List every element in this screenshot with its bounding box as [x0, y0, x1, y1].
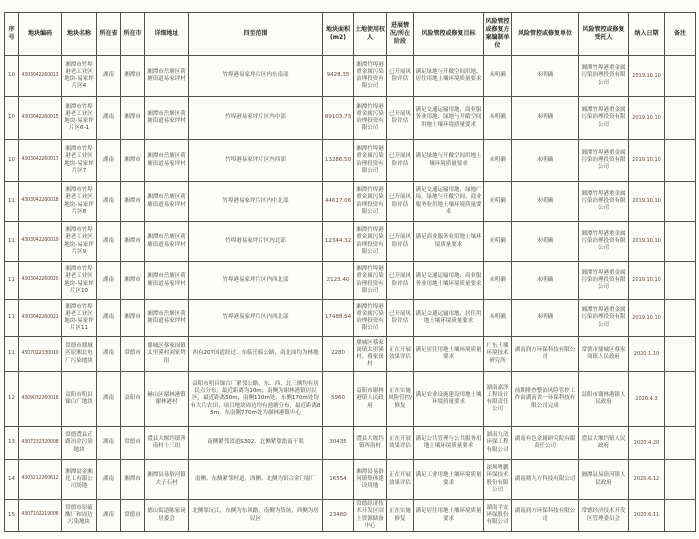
table-cell: 常德市 [121, 337, 145, 372]
column-header: 备注 [665, 13, 696, 56]
table-cell: 常德市鼎城区蔡家岗镇人民政府 [579, 337, 629, 372]
table-cell: 竹埠港易家坪片区内西部 [189, 140, 323, 182]
table-cell: 2019.10.10 [629, 262, 665, 300]
table-cell: 满足居住用地土壤环境质量要求 [414, 500, 484, 532]
table-cell: 4307022330010 [19, 337, 62, 372]
table-cell: 湖南 [97, 140, 121, 182]
table-cell: 常德市 [121, 427, 145, 460]
table-cell: 满足农业设施建设用地土壤环境质量要求 [414, 372, 484, 427]
table-cell: 湖南九清环保工程有限公司 [484, 427, 512, 460]
table-cell: 湖南 [97, 300, 121, 337]
column-header: 风险管控或修复目标 [414, 13, 484, 56]
table-cell: 湘潭市竹埠港老工业区地块-易家坪片区8 [62, 182, 97, 222]
table-cell: 2280 [323, 337, 354, 372]
table-cell: 11 [5, 300, 19, 337]
table-cell: 满足绿地与开敞空间用地土壤环境质量要求 [414, 140, 484, 182]
table-cell: 湘潭市岳塘区荷塘街道易家坪村 [145, 222, 189, 262]
table-cell: 4303042260015 [19, 97, 62, 140]
column-header: 地块编码 [19, 13, 62, 56]
table-cell: 常德经济技术开发区国土资源储备中心 [354, 500, 387, 532]
table-cell: 未明确 [484, 262, 512, 300]
table-cell: 湘潭竹埠港重金属污染治理投资有限公司 [579, 140, 629, 182]
table-cell: 已开展风险评估 [387, 56, 414, 97]
column-header: 风险管控或修复受托人 [579, 13, 629, 56]
column-header: 风险管控或修复单位 [512, 13, 579, 56]
table-cell: 未明确 [512, 97, 579, 140]
table-cell: 已开展风险评估 [387, 300, 414, 337]
table-cell: 南侧紧邻省道S302，北侧紧靠澹南干渠 [189, 427, 323, 460]
table-cell: 湖南有色金属研究院有限责任公司 [512, 427, 579, 460]
table-cell: 益阳市谢林港镇人民政府 [579, 372, 629, 427]
table-cell: 正在开展效果评估 [387, 337, 414, 372]
table-cell: 30435 [323, 427, 354, 460]
table-cell: 湘潭市 [121, 460, 145, 500]
table-cell: 11 [5, 182, 19, 222]
table-cell: 4303042260020 [19, 262, 62, 300]
table-cell: 湘潭竹埠港重金属污染治理投资有限公司 [579, 222, 629, 262]
table-cell: 满足交通运输用地、居住用地土壤环境质量要求 [414, 300, 484, 337]
column-header: 地块面积(m2) [323, 13, 354, 56]
table-cell: 常德经济技术开发区管理委员会 [579, 500, 629, 532]
table-cell: 满足交通运输用地、绿地广场、绿地与开敞空间、商业服务业用地土壤环境质量要求 [414, 182, 484, 222]
table-cell: 2020.6.11 [629, 500, 665, 532]
table-cell: 2019.10.10 [629, 140, 665, 182]
table-cell: 2020.1.10 [629, 337, 665, 372]
table-cell: 湖南 [97, 97, 121, 140]
table-cell: 湘潭竹埠港重金属污染治理投资有限公司 [354, 182, 387, 222]
table-cell: 16554 [323, 460, 354, 500]
table-row [5, 222, 696, 262]
table-cell: 未明确 [512, 56, 579, 97]
table-row [5, 372, 696, 427]
column-header: 土地使用权人 [354, 13, 387, 56]
table-cell: 2019.10.10 [629, 182, 665, 222]
table-cell: 湖南 [97, 372, 121, 427]
table-row [5, 97, 696, 140]
table-cell: 湘潭市 [121, 97, 145, 140]
table-cell: 14 [5, 460, 19, 500]
table-cell: 4307232320008 [19, 427, 62, 460]
table-cell: 10 [5, 140, 19, 182]
table-cell: 德山街道陈家岗居委会 [145, 500, 189, 532]
table-cell: 4303212260612 [19, 460, 62, 500]
table-cell: 湘潭市岳塘区荷塘街道易家坪村 [145, 300, 189, 337]
table-cell: 13 [5, 427, 19, 460]
table-cell: 湖南润方环保科技有限公司 [512, 337, 579, 372]
table-cell [665, 262, 696, 300]
table-cell: 11 [5, 262, 19, 300]
column-header: 进展情况/所在阶段 [387, 13, 414, 56]
table-cell: 未明确 [484, 140, 512, 182]
table-row [5, 140, 696, 182]
table-cell: 满足绿地与开敞空间用地、居住用地土壤环境质量要求 [414, 56, 484, 97]
table-cell [665, 372, 696, 427]
table-cell: 竹埠港易家坪片区内西北部 [189, 300, 323, 337]
table-cell: 湘潭市 [121, 262, 145, 300]
table-cell: 鼎城区蔡家岗镇太里溪村刘家塆组 [145, 337, 189, 372]
table-cell: 15 [5, 500, 19, 532]
table-cell: 湘潭市岳塘区荷塘街道易家坪村 [145, 97, 189, 140]
table-cell: 满足工业用地土壤环境质量要求 [414, 460, 484, 500]
table-cell [665, 460, 696, 500]
table-cell: 湘潭竹埠港重金属污染治理投资有限公司 [354, 262, 387, 300]
table-cell: 未明确 [512, 300, 579, 337]
table-cell: 11 [5, 222, 19, 262]
table-cell: 2020.4.20 [629, 427, 665, 460]
table-body [5, 56, 696, 532]
header-row [5, 13, 696, 56]
table-cell: 已开展风险评估 [387, 182, 414, 222]
table-row [5, 262, 696, 300]
table-cell: 湘潭市岳塘区荷塘街道易家坪村 [145, 182, 189, 222]
column-header: 所在省 [97, 13, 121, 56]
table-cell: 湘潭市岳塘区荷塘街道易家坪村 [145, 56, 189, 97]
table-cell: 正在开展效果评估 [387, 427, 414, 460]
table-cell: 常德市 [121, 500, 145, 532]
table-cell: 17488.54 [323, 300, 354, 337]
table-cell: 竹埠港易家坪片区内东南部 [189, 56, 323, 97]
table-cell: 4309032260016 [19, 372, 62, 427]
table-cell: 湖南嘉泽工程设计有限责任公司 [484, 372, 512, 427]
table-row [5, 460, 696, 500]
table-cell: 鼎城区蔡家岗镇太里溪村、蔡家岗村 [354, 337, 387, 372]
table-cell: 湘潭竹埠港重金属污染治理投资有限公司 [579, 56, 629, 97]
table-cell: 正在实施修复 [387, 500, 414, 532]
table-cell: 满足商业服务业用地土壤环境质量要求 [414, 222, 484, 262]
table-cell: 湘潭竹埠港重金属污染治理投资有限公司 [354, 140, 387, 182]
table-cell: 4303042260021 [19, 300, 62, 337]
table-cell: 常德市鼎城区原湘北电厂污染地块 [62, 337, 97, 372]
table-cell: 湘潭市 [121, 182, 145, 222]
table-cell: 湘潭竹埠港重金属污染治理投资有限公司 [354, 222, 387, 262]
table-cell: 竹埠港易家坪片区内中部 [189, 97, 323, 140]
table-cell: 未明确 [484, 97, 512, 140]
table-cell: 4303042260019 [19, 222, 62, 262]
table-cell: 湘潭市竹埠港老工业区地块-易家坪片区9 [62, 222, 97, 262]
table-cell: 满足交通运输用地、商业服务业用地、绿地与开敞空间用地土壤环境质量要求 [414, 97, 484, 140]
table-cell [665, 222, 696, 262]
table-cell: 湘潭市 [121, 222, 145, 262]
table-cell: 湖南 [97, 56, 121, 97]
table-cell: 湘潭市竹埠港老工业区地块-易家坪片区6-1 [62, 97, 97, 140]
table-cell [665, 140, 696, 182]
table-cell: 2123.40 [323, 262, 354, 300]
table-cell: 湖南 [97, 262, 121, 300]
table-cell: 湖南 [97, 182, 121, 222]
table-cell: 2020.4.3 [629, 372, 665, 427]
table-cell: 澧县大堰垱镇涔南村十三组 [145, 427, 189, 460]
table-cell: 湘潭市竹埠港老工业区地块-易家坪片区4 [62, 56, 97, 97]
table-cell: 湘潭竹埠港重金属污染治理投资有限公司 [354, 97, 387, 140]
column-header: 风险管控或修复方案编制单位 [484, 13, 512, 56]
table-cell: 4303042260017 [19, 140, 62, 182]
table-cell: 2019.10.10 [629, 56, 665, 97]
table-cell: 正在开展效果评估 [387, 460, 414, 500]
table-cell: 湘潭竹埠港重金属污染治理投资有限公司 [579, 97, 629, 140]
table-cell: 湘潭竹埠港重金属污染治理投资有限公司 [579, 182, 629, 222]
table-cell: 澧县大堰垱镇人民政府 [579, 427, 629, 460]
table-cell: 南侧、东侧紧邻村道，西侧、北侧为铝合金门窗厂 [189, 460, 323, 500]
column-header: 四至范围 [189, 13, 323, 56]
table-cell: 常德市原硫酸厂和周边污染地块 [62, 500, 97, 532]
column-header: 所在市 [121, 13, 145, 56]
table-cell: 已开展风险评估 [387, 97, 414, 140]
table-row [5, 427, 696, 460]
column-header: 详细地址 [145, 13, 189, 56]
table-cell: 未明确 [512, 262, 579, 300]
table-cell: 满足公共管理与公共服务用地土壤环境质量要求 [414, 427, 484, 460]
table-row [5, 300, 696, 337]
table-cell: 未明确 [484, 56, 512, 97]
table-cell: 11 [5, 337, 19, 372]
table-cell: 益阳市 [121, 372, 145, 427]
table-cell: 赫山区谢林港镇谢林港村 [145, 372, 189, 427]
table-cell: 44617.06 [323, 182, 354, 222]
table-cell: 2019.10.10 [629, 97, 665, 140]
land-parcel-risk-table [4, 12, 696, 532]
table-cell: 4303042260013 [19, 56, 62, 97]
table-cell: 湘潭市 [121, 300, 145, 337]
table-cell: 湘潭县易俗河镇人民政府 [579, 460, 629, 500]
table-cell: 4307102219006 [19, 500, 62, 532]
table-cell: 湘潭市岳塘区荷塘街道易家坪村 [145, 140, 189, 182]
table-cell: 竹埠港易家坪片区内中北部 [189, 182, 323, 222]
table-cell [665, 337, 696, 372]
table-cell: 湖南鼎九方科技有限公司 [512, 460, 579, 500]
table-cell [665, 300, 696, 337]
table-cell: 湘潭竹埠港重金属污染治理投资有限公司 [354, 300, 387, 337]
table-cell: 满足交通运输用地、商业服务业用地土壤环境质量要求 [414, 262, 484, 300]
table-cell: 2019.10.10 [629, 300, 665, 337]
table-cell: 湘潭市竹埠港老工业区地块-易家坪片区10 [62, 262, 97, 300]
table-cell [665, 182, 696, 222]
table-cell: 湖南 [97, 427, 121, 460]
table-cell: 10 [5, 97, 19, 140]
table-row [5, 337, 696, 372]
table-cell: 竹埠港易家坪片区内西北部 [189, 262, 323, 300]
table-cell: 深圳粤鹏环保技术股份有限公司 [484, 460, 512, 500]
table-cell: 益阳市明昌锑白厂紧邻公路，东、西、北三侧均有居民点分布，最近距离为10m；南侧为谢林港镇居民区，最近距离50m，南侧110m处、东侧170m处均有大片农田；项目地块周边均有池塘分布，最近距离85m，东南侧770m处为谢林港镇中心 [189, 372, 323, 427]
table-row [5, 182, 696, 222]
table-cell: 澧县大堰垱镇涔南村 [354, 427, 387, 460]
table-cell: 未明确 [484, 300, 512, 337]
table-cell: 常德澧县正路冶企污染地块 [62, 427, 97, 460]
table-cell: 益阳市谢林港镇人民政府 [354, 372, 387, 427]
table-cell [665, 97, 696, 140]
table-cell: 已开展风险评估 [387, 222, 414, 262]
table-cell: 12 [5, 372, 19, 427]
table-cell: 益阳市明昌锑白厂地块 [62, 372, 97, 427]
table-cell: 正在实施风险管控/修复 [387, 372, 414, 427]
table-cell: 未明确 [484, 182, 512, 222]
table-cell: 西有207国道经过、东临岳临公路、南北面均为林地 [189, 337, 323, 372]
table-cell: 12344.32 [323, 222, 354, 262]
table-cell: 湘潭市岳塘区荷塘街道易家坪村 [145, 262, 189, 300]
table-cell: 5960 [323, 372, 354, 427]
table-cell: 已开展风险评估 [387, 262, 414, 300]
table-cell: 2020.6.12 [629, 460, 665, 500]
table-cell: 湘潭市 [121, 140, 145, 182]
table-cell: 湘潭市竹埠港老工业区地块-易家坪片区11 [62, 300, 97, 337]
table-cell: 4303042260018 [19, 182, 62, 222]
table-cell: 竹埠港易家坪片区内北部 [189, 222, 323, 262]
table-cell [665, 500, 696, 532]
table-cell: 未明确 [512, 140, 579, 182]
table-cell: 湘潭竹埠港重金属污染治理投资有限公司 [579, 300, 629, 337]
table-cell: 湘潭市竹埠港老工业区地块-易家坪片区7 [62, 140, 97, 182]
table-cell: 湖南 [97, 222, 121, 262]
table-cell: 未明确 [512, 222, 579, 262]
table-cell: 已开展风险评估 [387, 140, 414, 182]
table-cell: 北侧靠沅江，东侧为东风路，南侧为货场，西侧为居民区 [189, 500, 323, 532]
table-cell: 未明确 [512, 182, 579, 222]
table-cell: 湘潭县易俗河镇集体建设用地 [354, 460, 387, 500]
table-cell: 湘潭县易俗河镇夫子石村 [145, 460, 189, 500]
column-header: 地块名称 [62, 13, 97, 56]
table-cell [665, 56, 696, 97]
table-cell: 湘潭县金湘化工有限公司场地 [62, 460, 97, 500]
table-cell: 23480 [323, 500, 354, 532]
table-cell: 9428.35 [323, 56, 354, 97]
table-cell: 广东土壤环境技术研究所 [484, 337, 512, 372]
table-cell: 湖南 [97, 337, 121, 372]
table-row [5, 56, 696, 97]
table-cell: 89103.73 [323, 97, 354, 140]
table-cell: 湖南平安环保股份有限公司 [484, 500, 512, 532]
table-cell: 未明确 [484, 222, 512, 262]
column-header: 纳入日期 [629, 13, 665, 56]
table-row [5, 500, 696, 532]
table-cell: 湘潭竹埠港重金属污染治理投资有限公司 [579, 262, 629, 300]
table-cell: 13286.50 [323, 140, 354, 182]
table-cell: 湘潭市 [121, 56, 145, 97]
table-cell: 10 [5, 56, 19, 97]
table-cell [665, 427, 696, 460]
table-cell: 湖南 [97, 460, 121, 500]
table-cell: 湖南 [97, 500, 121, 532]
table-cell: 湘潭竹埠港重金属污染治理投资有限公司 [354, 56, 387, 97]
table-cell: 满足居住用地土壤环境质量要求 [414, 337, 484, 372]
table-header [5, 13, 696, 56]
table-cell: 前期排查整治风险管控工作由湖南省一环保科技有限公司完成 [512, 372, 579, 427]
table-cell: 2019.10.10 [629, 222, 665, 262]
table-cell: 湖南润方环保科技有限公司 [512, 500, 579, 532]
column-header: 序号 [5, 13, 19, 56]
